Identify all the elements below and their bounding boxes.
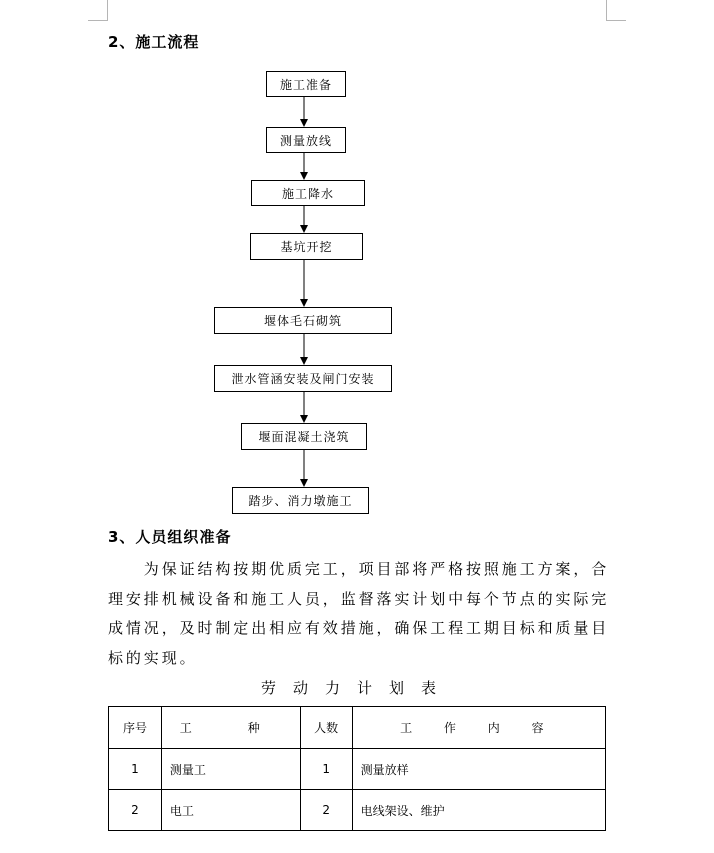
flow-step-construction-prep: 施工准备 — [266, 71, 346, 97]
cell-serial-no: 1 — [109, 749, 162, 790]
table-caption: 劳动力计划表 — [260, 679, 453, 697]
flow-step-concrete-pouring: 堰面混凝土浇筑 — [241, 423, 367, 450]
header-trade: 工 种 — [161, 707, 300, 749]
heading-staff-preparation: 3、人员组织准备 — [108, 528, 232, 546]
cell-work-content: 测量放样 — [352, 749, 605, 790]
cell-headcount: 2 — [300, 790, 352, 831]
heading-construction-process: 2、施工流程 — [108, 33, 200, 51]
table-header-row — [109, 707, 606, 749]
header-headcount: 人数 — [300, 707, 352, 749]
header-serial-no: 序号 — [109, 707, 162, 749]
cell-trade: 电工 — [161, 790, 300, 831]
table-row — [109, 749, 606, 790]
paragraph-line: 为保证结构按期优质完工，项目部将严格按照施工方案，合 — [108, 560, 610, 578]
body-paragraph — [108, 555, 608, 673]
cell-work-content: 电线架设、维护 — [352, 790, 605, 831]
cell-headcount: 1 — [300, 749, 352, 790]
flow-step-rubble-masonry: 堰体毛石砌筑 — [214, 307, 392, 334]
flow-step-survey-layout: 测量放线 — [266, 127, 346, 153]
paragraph-line: 标的实现。 — [108, 648, 198, 667]
paragraph-line: 成情况，及时制定出相应有效措施，确保工程工期目标和质量目 — [108, 619, 610, 637]
flow-step-dewatering: 施工降水 — [251, 180, 365, 206]
flow-step-steps-energy-dissipator: 踏步、消力墩施工 — [232, 487, 369, 514]
cell-serial-no: 2 — [109, 790, 162, 831]
table-row — [109, 790, 606, 831]
flow-step-culvert-gate-install: 泄水管涵安装及闸门安装 — [214, 365, 392, 392]
paragraph-line: 理安排机械设备和施工人员，监督落实计划中每个节点的实际完 — [108, 589, 610, 608]
labor-plan-table — [108, 706, 606, 831]
header-work-content: 工 作 内 容 — [352, 707, 605, 749]
cell-trade: 测量工 — [161, 749, 300, 790]
flow-step-pit-excavation: 基坑开挖 — [250, 233, 363, 260]
